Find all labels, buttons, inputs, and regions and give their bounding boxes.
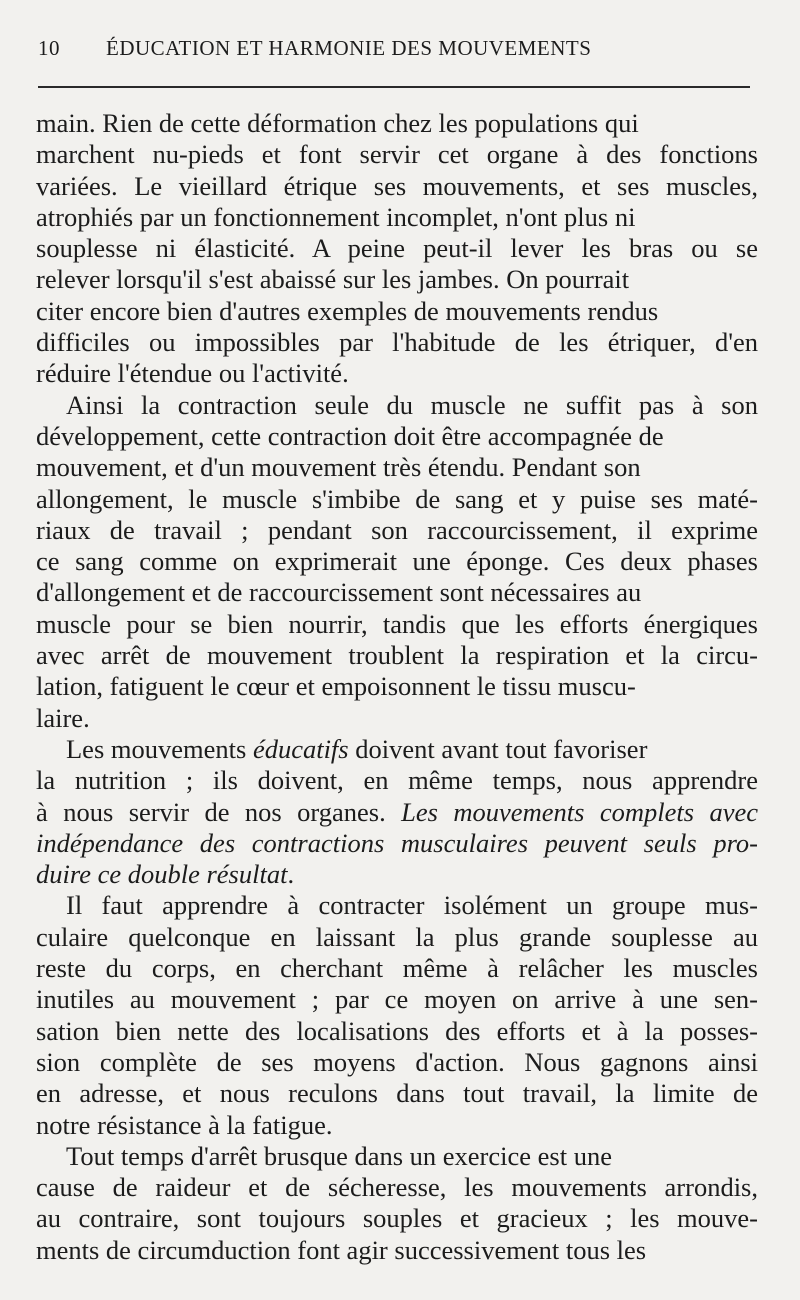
text-line: laire. [36, 702, 90, 733]
text-line: marchent nu-pieds et font servir cet organe à des fonctions [36, 139, 758, 170]
text-line: Tout temps d'arrêt brusque dans un exercice est une [66, 1140, 612, 1171]
text-line: au contraire, sont toujours souples et gracieux ; les mouve- [36, 1203, 758, 1234]
text-line: inutiles au mouvement ; par ce moyen on arrive à une sen- [36, 984, 758, 1015]
text-line: Ainsi la contraction seule du muscle ne suffit pas à son [66, 389, 758, 420]
text-run: doivent avant tout favoriser [348, 733, 648, 764]
text-line: citer encore bien d'autres exemples de mouvements rendus [36, 295, 659, 326]
text-line: avec arrêt de mouvement troublent la respiration et la circu- [36, 640, 758, 671]
running-title: ÉDUCATION ET HARMONIE DES MOUVEMENTS [106, 36, 592, 60]
text-line: riaux de travail ; pendant son raccourcissement, il exprime [36, 514, 758, 545]
text-line [36, 828, 758, 859]
paragraph-4 [36, 890, 758, 1140]
text-line [36, 797, 758, 828]
text-line: sion complète de ses moyens d'action. Nous gagnons ainsi [36, 1046, 758, 1077]
italic-run: éducatifs [252, 733, 349, 764]
paragraph-1 [36, 108, 758, 390]
text-line: réduire l'étendue ou l'activité. [36, 358, 349, 389]
text-line: souplesse ni élasticité. A peine peut-il lever les bras ou se [36, 233, 758, 264]
text-line: développement, cette contraction doit être accompagnée de [36, 420, 664, 451]
text-line: variées. Le vieillard étrique ses mouvements, et ses muscles, [36, 170, 758, 201]
text-line: difficiles ou impossibles par l'habitude de les étriquer, d'en [36, 327, 758, 358]
text-line: culaire quelconque en laissant la plus grande souplesse au [36, 921, 758, 952]
text-line: reste du corps, en cherchant même à relâcher les muscles [36, 953, 758, 984]
text-line: en adresse, et nous reculons dans tout travail, la limite de [36, 1078, 758, 1109]
text-line: lation, fatiguent le cœur et empoisonnent le tissu muscu- [36, 671, 636, 702]
body-text [36, 108, 758, 1266]
paragraph-2 [36, 390, 758, 734]
text-line: allongement, le muscle s'imbibe de sang et y puise ses maté- [36, 483, 758, 514]
text-run: . [287, 859, 295, 890]
text-line: relever lorsqu'il s'est abaissé sur les jambes. On pourrait [36, 264, 630, 295]
header-rule [38, 86, 750, 88]
text-line [36, 859, 758, 890]
paragraph-3 [36, 734, 758, 890]
text-line: mouvement, et d'un mouvement très étendu. Pendant son [36, 452, 641, 483]
text-line: atrophiés par un fonctionnement incomplet, n'ont plus ni [36, 201, 636, 232]
text-line: main. Rien de cette déformation chez les populations qui [36, 108, 639, 138]
text-run: à nous servir de nos organes. [36, 796, 402, 827]
italic-run: Les mouvements complets avec [401, 796, 758, 827]
text-run: Les mouvements [66, 733, 253, 764]
italic-run: indépendance des contractions musculaires peuvent seuls pro- [36, 827, 758, 858]
italic-run: duire ce double résultat [36, 859, 288, 890]
text-line: cause de raideur et de sécheresse, les mouvements arrondis, [36, 1172, 758, 1203]
text-line: la nutrition ; ils doivent, en même temps, nous apprendre [36, 765, 758, 796]
text-line: ce sang comme on exprimerait une éponge. Ces deux phases [36, 546, 758, 577]
text-line: notre résistance à la fatigue. [36, 1109, 333, 1140]
text-line: muscle pour se bien nourrir, tandis que les efforts énergiques [36, 608, 758, 639]
page-number: 10 [38, 36, 60, 60]
text-line: Il faut apprendre à contracter isolément un groupe mus- [66, 890, 758, 921]
text-line: sation bien nette des localisations des efforts et à la posses- [36, 1015, 758, 1046]
paragraph-5 [36, 1141, 758, 1266]
running-head [38, 36, 750, 62]
text-line: d'allongement et de raccourcissement sont nécessaires au [36, 577, 642, 608]
text-line: ments de circumduction font agir successivement tous les [36, 1234, 647, 1265]
text-line [36, 734, 758, 765]
